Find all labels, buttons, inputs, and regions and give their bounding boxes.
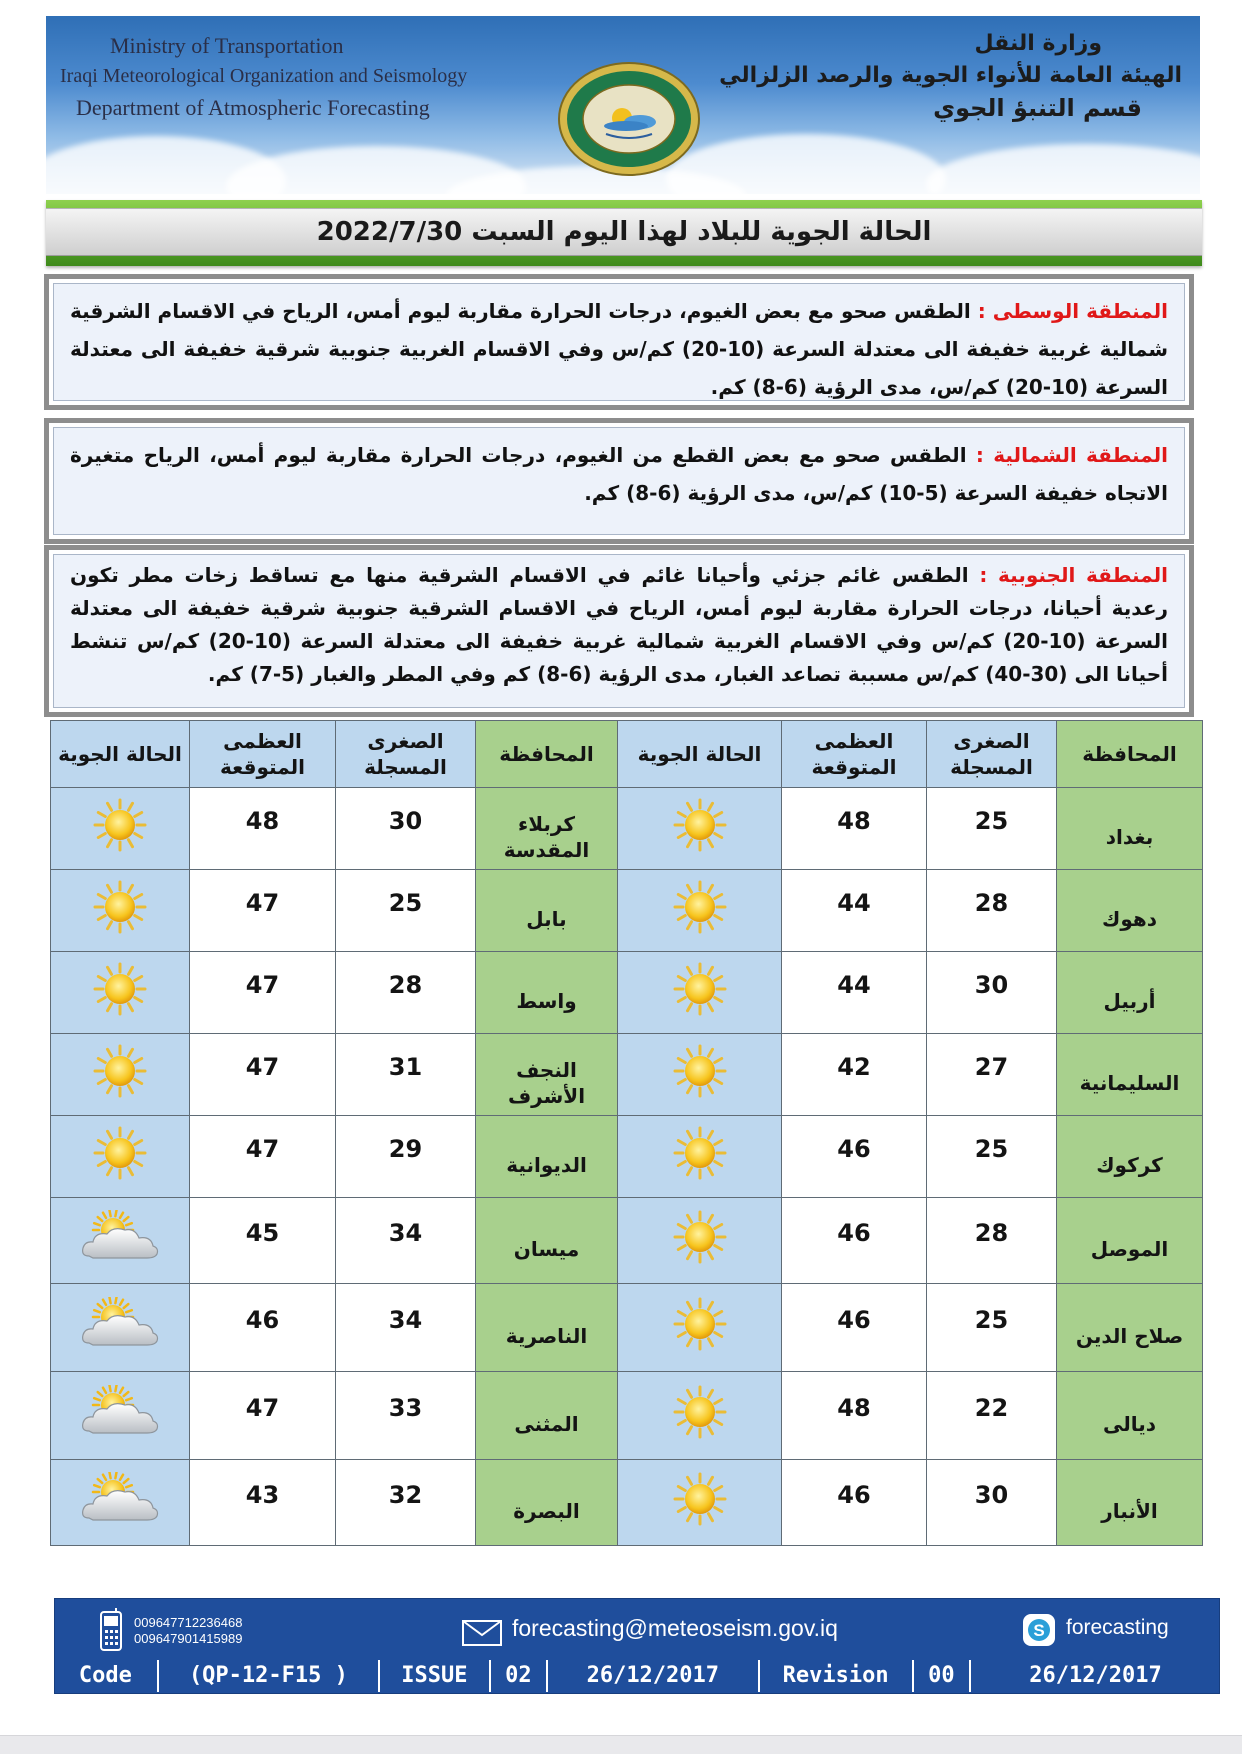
code-value: (QP-12-F15 ) bbox=[157, 1660, 378, 1692]
forecast-table bbox=[50, 720, 1203, 1546]
ministry-name-ar: وزارة النقل bbox=[974, 31, 1102, 56]
min-temp-value: 28 bbox=[974, 888, 1009, 917]
min-temp-cell bbox=[336, 1460, 476, 1546]
governorate-value: الموصل bbox=[1090, 1236, 1169, 1261]
sun-icon bbox=[673, 1297, 727, 1351]
phone-number: 009647712236468 bbox=[134, 1615, 243, 1630]
max-temp-cell bbox=[190, 1460, 336, 1546]
min-temp-cell bbox=[927, 870, 1057, 952]
issue-value: 02 bbox=[489, 1660, 546, 1692]
governorate-value: البصرة bbox=[513, 1498, 580, 1523]
department-name-ar: قسم التنبؤ الجوي bbox=[933, 94, 1142, 122]
revision-label: Revision bbox=[758, 1660, 912, 1692]
sun-icon bbox=[93, 1126, 147, 1180]
min-temp-value: 25 bbox=[974, 1134, 1009, 1163]
sun-icon bbox=[673, 880, 727, 934]
min-temp-cell bbox=[336, 1372, 476, 1460]
min-temp-cell bbox=[927, 1460, 1057, 1546]
min-temp-cell bbox=[336, 1198, 476, 1284]
issue-date: 26/12/2017 bbox=[546, 1660, 757, 1692]
header-governorate: المحافظة bbox=[1057, 721, 1203, 788]
partly-cloudy-icon bbox=[77, 1472, 163, 1526]
max-temp-cell bbox=[782, 1460, 927, 1546]
governorate-value: كربلاء المقدسة bbox=[503, 811, 590, 862]
title-bar bbox=[46, 200, 1202, 266]
governorate-cell bbox=[1057, 1372, 1203, 1460]
min-temp-value: 34 bbox=[388, 1305, 423, 1334]
table-row bbox=[51, 870, 1203, 952]
condition-cell bbox=[51, 788, 190, 870]
header-banner bbox=[46, 16, 1200, 194]
page-title: الحالة الجوية للبلاد لهذا اليوم السبت 2022/7/30 bbox=[46, 208, 1202, 256]
min-temp-value: 27 bbox=[974, 1052, 1009, 1081]
region-name: المنطقة الجنوبية : bbox=[979, 563, 1168, 587]
min-temp-cell bbox=[336, 1116, 476, 1198]
governorate-value: الأنبار bbox=[1101, 1498, 1158, 1523]
max-temp-cell bbox=[190, 1284, 336, 1372]
min-temp-cell bbox=[927, 1034, 1057, 1116]
ministry-name-en: Ministry of Transportation bbox=[110, 33, 344, 58]
header-arabic bbox=[719, 28, 1182, 124]
governorate-cell bbox=[1057, 1460, 1203, 1546]
region-central bbox=[44, 274, 1194, 410]
organization-logo bbox=[556, 46, 702, 192]
sun-icon bbox=[673, 1210, 727, 1264]
condition-cell bbox=[618, 952, 782, 1034]
condition-cell bbox=[618, 1284, 782, 1372]
min-temp-cell bbox=[336, 788, 476, 870]
max-temp-value: 45 bbox=[245, 1218, 280, 1247]
max-temp-value: 46 bbox=[837, 1134, 871, 1163]
header-min-temp: الصغرى المسجلة bbox=[336, 721, 476, 788]
governorate-cell bbox=[476, 1198, 618, 1284]
sun-icon bbox=[673, 1126, 727, 1180]
partly-cloudy-icon bbox=[77, 1385, 163, 1439]
condition-cell bbox=[618, 788, 782, 870]
min-temp-value: 30 bbox=[388, 806, 423, 835]
min-temp-cell bbox=[336, 870, 476, 952]
governorate-value: الديوانية bbox=[506, 1152, 587, 1177]
governorate-value: بغداد bbox=[1105, 824, 1154, 849]
condition-cell bbox=[51, 952, 190, 1034]
governorate-value: المثنى bbox=[514, 1411, 579, 1436]
governorate-value: كركوك bbox=[1096, 1152, 1163, 1177]
max-temp-value: 42 bbox=[837, 1052, 871, 1081]
condition-cell bbox=[51, 1460, 190, 1546]
table-row bbox=[51, 1116, 1203, 1198]
condition-cell bbox=[618, 1034, 782, 1116]
condition-cell bbox=[51, 1116, 190, 1198]
max-temp-value: 47 bbox=[245, 1052, 280, 1081]
revision-value: 00 bbox=[912, 1660, 969, 1692]
table-row bbox=[51, 1460, 1203, 1546]
condition-cell bbox=[618, 1116, 782, 1198]
max-temp-cell bbox=[190, 1116, 336, 1198]
governorate-cell bbox=[476, 788, 618, 870]
phone-icon bbox=[98, 1608, 124, 1652]
governorate-value: بابل bbox=[526, 906, 567, 931]
governorate-value: النجف الأشرف bbox=[507, 1057, 586, 1108]
table-header-row bbox=[51, 721, 1203, 788]
max-temp-value: 43 bbox=[245, 1480, 280, 1509]
email-address[interactable]: forecasting@meteoseism.gov.iq bbox=[512, 1615, 838, 1641]
svg-text:S: S bbox=[1033, 1621, 1045, 1640]
max-temp-cell bbox=[782, 870, 927, 952]
region-south bbox=[44, 545, 1194, 717]
max-temp-cell bbox=[190, 952, 336, 1034]
max-temp-value: 47 bbox=[245, 1393, 280, 1422]
min-temp-value: 25 bbox=[388, 888, 423, 917]
governorate-cell bbox=[1057, 870, 1203, 952]
max-temp-value: 46 bbox=[245, 1305, 280, 1334]
code-label: Code bbox=[78, 1663, 132, 1688]
department-name-en: Department of Atmospheric Forecasting bbox=[76, 95, 430, 120]
min-temp-value: 22 bbox=[974, 1393, 1009, 1422]
issue-label: ISSUE bbox=[378, 1660, 489, 1692]
partly-cloudy-icon bbox=[77, 1297, 163, 1351]
governorate-cell bbox=[1057, 952, 1203, 1034]
phone-number: 009647901415989 bbox=[134, 1631, 243, 1646]
region-text: الطقس صحو مع بعض الغيوم، درجات الحرارة مقاربة ليوم أمس، الرياح في الاقسام الشرقية شمالية غربية خفيفة الى معتدلة السرعة (10-20) كم/س وفي الاقسام الغربية جنوبية شرقية خفيفة الى معتدلة السرعة (10-20) كم/س، مدى الرؤية (6-8) كم. bbox=[70, 299, 1168, 399]
condition-cell bbox=[51, 1198, 190, 1284]
min-temp-value: 33 bbox=[388, 1393, 423, 1422]
max-temp-value: 46 bbox=[837, 1218, 871, 1247]
condition-cell bbox=[618, 1460, 782, 1546]
max-temp-value: 44 bbox=[837, 888, 871, 917]
max-temp-value: 48 bbox=[837, 1393, 871, 1422]
revision-date: 26/12/2017 bbox=[969, 1660, 1220, 1692]
header-max-temp: العظمى المتوقعة bbox=[190, 721, 336, 788]
governorate-value: ديالى bbox=[1102, 1411, 1157, 1436]
region-text: الطقس غائم جزئي وأحيانا غائم في الاقسام الشرقية منها مع تساقط زخات مطر تكون رعدية أحيانا، درجات الحرارة مقاربة ليوم أمس، الرياح في الاقسام الشرقية جنوبية شرقية خفيفة الى معتدلة السرعة (10-20) كم/س وفي الاقسام الغربية شمالية غربية خفيفة الى معتدلة السرعة (10-20) كم/س تنشط أحيانا الى (30-40) كم/س مسببة تصاعد الغبار، مدى الرؤية (6-8) كم وفي المطر والغبار (5-7) كم. bbox=[70, 563, 1168, 686]
region-name: المنطقة الوسطى : bbox=[977, 299, 1169, 323]
max-temp-cell bbox=[190, 1034, 336, 1116]
footer bbox=[54, 1598, 1220, 1694]
min-temp-value: 29 bbox=[388, 1134, 423, 1163]
min-temp-value: 32 bbox=[388, 1480, 423, 1509]
governorate-value: الناصرية bbox=[505, 1323, 588, 1348]
document-code-row bbox=[54, 1660, 1220, 1692]
min-temp-cell bbox=[336, 1284, 476, 1372]
sun-icon bbox=[673, 1472, 727, 1526]
table-row bbox=[51, 1284, 1203, 1372]
header-max-temp: العظمى المتوقعة bbox=[782, 721, 927, 788]
header-min-temp: الصغرى المسجلة bbox=[927, 721, 1057, 788]
condition-cell bbox=[618, 870, 782, 952]
min-temp-cell bbox=[927, 1284, 1057, 1372]
min-temp-cell bbox=[927, 1116, 1057, 1198]
governorate-cell bbox=[476, 870, 618, 952]
min-temp-value: 34 bbox=[388, 1218, 423, 1247]
governorate-cell bbox=[1057, 1198, 1203, 1284]
max-temp-cell bbox=[782, 1372, 927, 1460]
skype-icon bbox=[1022, 1613, 1056, 1647]
table-row bbox=[51, 1198, 1203, 1284]
max-temp-value: 48 bbox=[837, 806, 871, 835]
max-temp-cell bbox=[190, 1372, 336, 1460]
min-temp-cell bbox=[927, 952, 1057, 1034]
max-temp-value: 46 bbox=[837, 1480, 871, 1509]
max-temp-value: 46 bbox=[837, 1305, 871, 1334]
partly-cloudy-icon bbox=[77, 1210, 163, 1264]
skype-name: forecasting bbox=[1066, 1616, 1169, 1639]
max-temp-cell bbox=[782, 952, 927, 1034]
header-condition: الحالة الجوية bbox=[51, 721, 190, 788]
governorate-cell bbox=[476, 1372, 618, 1460]
max-temp-value: 47 bbox=[245, 1134, 280, 1163]
min-temp-value: 30 bbox=[974, 1480, 1009, 1509]
table-row bbox=[51, 788, 1203, 870]
table-row bbox=[51, 1034, 1203, 1116]
min-temp-value: 28 bbox=[974, 1218, 1009, 1247]
governorate-value: صلاح الدين bbox=[1075, 1323, 1184, 1348]
governorate-cell bbox=[1057, 788, 1203, 870]
min-temp-cell bbox=[927, 788, 1057, 870]
governorate-value: واسط bbox=[516, 988, 577, 1013]
max-temp-value: 47 bbox=[245, 970, 280, 999]
min-temp-cell bbox=[336, 1034, 476, 1116]
sun-icon bbox=[93, 798, 147, 852]
governorate-value: ميسان bbox=[513, 1236, 580, 1261]
sun-icon bbox=[673, 798, 727, 852]
condition-cell bbox=[51, 1372, 190, 1460]
max-temp-cell bbox=[190, 788, 336, 870]
sun-icon bbox=[673, 962, 727, 1016]
max-temp-cell bbox=[782, 788, 927, 870]
sun-icon bbox=[93, 880, 147, 934]
max-temp-cell bbox=[190, 1198, 336, 1284]
region-name: المنطقة الشمالية : bbox=[975, 443, 1168, 467]
table-row bbox=[51, 1372, 1203, 1460]
phone-numbers bbox=[134, 1615, 242, 1647]
governorate-value: دهوك bbox=[1102, 906, 1157, 931]
organization-name-en: Iraqi Meteorological Organization and Seismology bbox=[60, 65, 468, 87]
max-temp-value: 44 bbox=[837, 970, 871, 999]
governorate-value: أربيل bbox=[1103, 988, 1156, 1013]
page-edge bbox=[0, 1735, 1242, 1754]
header-governorate: المحافظة bbox=[476, 721, 618, 788]
governorate-cell bbox=[1057, 1034, 1203, 1116]
condition-cell bbox=[618, 1198, 782, 1284]
email-icon bbox=[462, 1620, 502, 1646]
table-row bbox=[51, 952, 1203, 1034]
min-temp-value: 30 bbox=[974, 970, 1009, 999]
condition-cell bbox=[51, 1034, 190, 1116]
max-temp-cell bbox=[782, 1034, 927, 1116]
sun-icon bbox=[673, 1044, 727, 1098]
condition-cell bbox=[51, 1284, 190, 1372]
governorate-cell bbox=[476, 1034, 618, 1116]
min-temp-value: 31 bbox=[388, 1052, 423, 1081]
governorate-cell bbox=[476, 1284, 618, 1372]
header-condition: الحالة الجوية bbox=[618, 721, 782, 788]
min-temp-value: 25 bbox=[974, 806, 1009, 835]
governorate-cell bbox=[1057, 1116, 1203, 1198]
min-temp-cell bbox=[927, 1198, 1057, 1284]
region-north bbox=[44, 418, 1194, 544]
max-temp-cell bbox=[782, 1116, 927, 1198]
min-temp-cell bbox=[927, 1372, 1057, 1460]
sun-icon bbox=[673, 1385, 727, 1439]
governorate-cell bbox=[476, 952, 618, 1034]
sun-icon bbox=[93, 962, 147, 1016]
region-text: الطقس صحو مع بعض القطع من الغيوم، درجات الحرارة مقاربة ليوم أمس، الرياح متغيرة الاتجاه خفيفة السرعة (5-10) كم/س، مدى الرؤية (6-8) كم. bbox=[70, 443, 1168, 505]
governorate-value: السليمانية bbox=[1079, 1070, 1180, 1095]
header-english bbox=[60, 30, 467, 123]
max-temp-cell bbox=[190, 870, 336, 952]
min-temp-value: 25 bbox=[974, 1305, 1009, 1334]
max-temp-cell bbox=[782, 1198, 927, 1284]
governorate-cell bbox=[476, 1460, 618, 1546]
governorate-cell bbox=[476, 1116, 618, 1198]
condition-cell bbox=[618, 1372, 782, 1460]
min-temp-cell bbox=[336, 952, 476, 1034]
max-temp-cell bbox=[782, 1284, 927, 1372]
organization-name-ar: الهيئة العامة للأنواء الجوية والرصد الزلزالي bbox=[719, 63, 1182, 88]
max-temp-value: 48 bbox=[245, 806, 280, 835]
max-temp-value: 47 bbox=[245, 888, 280, 917]
condition-cell bbox=[51, 870, 190, 952]
governorate-cell bbox=[1057, 1284, 1203, 1372]
min-temp-value: 28 bbox=[388, 970, 423, 999]
sun-icon bbox=[93, 1044, 147, 1098]
